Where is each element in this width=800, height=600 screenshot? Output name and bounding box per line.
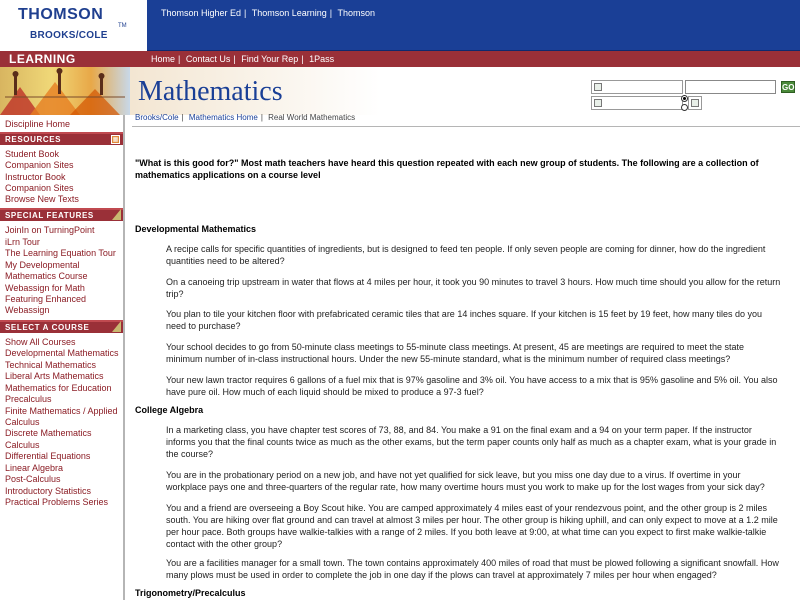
logo-thomson-text: THOMSON	[18, 6, 104, 23]
sidebar-course-item[interactable]: Introductory Statistics	[5, 486, 92, 496]
sidebar-student-book[interactable]: Student Book	[5, 149, 60, 159]
link-home[interactable]: Home	[151, 54, 176, 64]
go-button[interactable]: GO	[782, 83, 795, 92]
sidebar-course-item[interactable]: Precalculus	[5, 394, 52, 404]
problem-text: On a canoeing trip upstream in water that flows at 4 miles per hour, it took you 90 minutes to travel 3 hours. How much time should you allow for the return trip?	[166, 277, 781, 299]
banner-title-area	[130, 67, 585, 115]
sidebar-course-item[interactable]: Calculus	[5, 417, 40, 427]
banner-figures-illustration	[0, 67, 130, 115]
utility-links: Home | Contact Us | Find Your Rep | 1Pass	[151, 54, 335, 64]
sidebar-course-item[interactable]: Linear Algebra	[5, 463, 64, 473]
sidebar-instructor-book[interactable]: Instructor Book	[5, 172, 66, 182]
problem-text: You are in the probationary period on a new job, and have not yet qualified for sick leave, but you miss one day due to a virus. If overtime in your workplace pays one and three-quarters of the regular rate, how many overtime hours must you work to make up for the lost wages from your sick day?	[166, 470, 765, 492]
search-area	[585, 67, 800, 115]
learning-label: LEARNING	[9, 52, 76, 66]
section-title: Developmental Mathematics	[135, 224, 257, 234]
link-1pass[interactable]: 1Pass	[309, 54, 335, 64]
search-scope-radio-1[interactable]	[681, 95, 688, 102]
sidebar-discipline-home[interactable]: Discipline Home	[5, 119, 71, 129]
problem-text: Your school decides to go from 50-minute class meetings to 55-minute class meetings. At present, 45 are meetings are required to meet the state minimum number of in-class instructional hours. Under the new 55-minute standard, what is the minimum number of required class meetings?	[166, 342, 744, 364]
sidebar-header-select-course: SELECT A COURSE	[0, 320, 123, 333]
section-title: Trigonometry/Precalculus	[135, 588, 246, 598]
sidebar-header-special-features: SPECIAL FEATURES	[0, 208, 123, 221]
logo-tm: TM	[118, 23, 127, 29]
sidebar-webassign-for-math[interactable]: Webassign for Math	[5, 283, 85, 293]
breadcrumb-brooks-cole[interactable]: Brooks/Cole	[135, 113, 179, 122]
resources-expand-icon[interactable]: ▦	[112, 137, 119, 143]
link-find-your-rep[interactable]: Find Your Rep	[241, 54, 299, 64]
sidebar-course-item[interactable]: Finite Mathematics / Applied	[5, 406, 118, 416]
thomson-logo[interactable]	[0, 0, 147, 51]
intro-text: "What is this good for?" Most math teachers have heard this question repeated with each new group of students. The following are a collection of mathematics applications on a course level	[135, 158, 759, 180]
logo-brooks-cole: BROOKS/COLE	[30, 30, 108, 41]
sidebar-course-item[interactable]: Show All Courses	[5, 337, 76, 347]
learning-bar	[0, 51, 800, 67]
sidebar-course-item[interactable]: Mathematics for Education	[5, 383, 112, 393]
top-links: Thomson Higher Ed | Thomson Learning | Thomson	[161, 8, 375, 18]
link-thomson[interactable]: Thomson	[337, 8, 375, 18]
problem-text: You plan to tile your kitchen floor with prefabricated ceramic tiles that are 14 inches square. If your kitchen is 15 feet by 19 feet, how many tiles do you need to purchase?	[166, 309, 762, 331]
page-title: Mathematics	[138, 76, 283, 107]
link-contact-us[interactable]: Contact Us	[185, 54, 231, 64]
search-input[interactable]	[685, 80, 776, 94]
sidebar-course-item[interactable]: Differential Equations	[5, 451, 91, 461]
banner-artwork	[0, 67, 130, 115]
sidebar-course-item[interactable]: Developmental Mathematics	[5, 348, 119, 358]
search-label-image-icon	[591, 80, 683, 94]
breadcrumb-current: Real World Mathematics	[268, 113, 356, 122]
sidebar-featuring-enhanced[interactable]: Featuring Enhanced	[5, 294, 87, 304]
problem-text: You and a friend are overseeing a Boy Scout hike. You are camped approximately 4 miles east of your rendezvous point, and the other group is 2 miles south. You are hiking over flat ground and can travel at almost 3 miles per hour. The other group is hiking uphill, and can only expect to move at a 1.2 mile per hour pace. Both groups have walkie-talkies with a range of 2 miles. If you both leave at 9:00, at what time can you expect to first make walkie-talkie contact with the other group?	[166, 503, 778, 549]
sidebar-ilrn-tour[interactable]: iLrn Tour	[5, 237, 40, 247]
problem-text: In a marketing class, you have chapter test scores of 73, 88, and 84. You make a 91 on the final exam and a 94 on your term paper. If the instructor informs you that the final counts twice as much as the other exams, but the term paper counts only half as much as a chapter exam, what is your grade in the course?	[166, 425, 777, 459]
special-features-corner-icon	[112, 209, 121, 220]
link-thomson-higher-ed[interactable]: Thomson Higher Ed	[161, 8, 242, 18]
sidebar-course-item[interactable]: Technical Mathematics	[5, 360, 97, 370]
select-course-corner-icon	[112, 321, 121, 332]
sidebar-header-resources: RESOURCES ▦	[0, 132, 123, 145]
sidebar-webassign[interactable]: Webassign	[5, 305, 50, 315]
top-bar	[0, 0, 800, 51]
sidebar-course-item[interactable]: Practical Problems Series	[5, 497, 109, 507]
breadcrumb-mathematics-home[interactable]: Mathematics Home	[188, 113, 258, 122]
breadcrumb: Brooks/Cole | Mathematics Home | Real World Mathematics	[135, 113, 356, 122]
link-thomson-learning[interactable]: Thomson Learning	[251, 8, 327, 18]
sidebar-student-companion-sites[interactable]: Companion Sites	[5, 160, 74, 170]
sidebar-my-developmental[interactable]: My Developmental	[5, 260, 80, 270]
search-scope-radio-2[interactable]	[681, 104, 688, 111]
problem-text: You are a facilities manager for a small town. The town contains approximately 400 miles of road that must be plowed following a significant snowfall. How many plows must be used in order to complete the job in one day if the plows can travel at approximately 7 miles per hour when engaged?	[166, 558, 779, 580]
sidebar	[0, 115, 125, 600]
sidebar-mathematics-course[interactable]: Mathematics Course	[5, 271, 88, 281]
breadcrumb-divider	[132, 126, 800, 127]
sidebar-course-item[interactable]: Calculus	[5, 440, 40, 450]
sidebar-course-item[interactable]: Liberal Arts Mathematics	[5, 371, 104, 381]
search-scope-image-icon	[591, 96, 683, 110]
section-title: College Algebra	[135, 405, 204, 415]
sidebar-learning-equation-tour[interactable]: The Learning Equation Tour	[5, 248, 116, 258]
sidebar-course-item[interactable]: Post-Calculus	[5, 474, 61, 484]
sidebar-course-item[interactable]: Discrete Mathematics	[5, 428, 92, 438]
problem-text: A recipe calls for specific quantities of ingredients, but is designed to feed ten people. If only seven people are coming for dinner, how do the ingredient quantities need to be altered?	[166, 244, 766, 266]
sidebar-instructor-companion-sites[interactable]: Companion Sites	[5, 183, 74, 193]
sidebar-browse-new-texts[interactable]: Browse New Texts	[5, 194, 79, 204]
search-scope-2-image-icon	[688, 96, 702, 110]
problem-text: Your new lawn tractor requires 6 gallons of a fuel mix that is 97% gasoline and 3% oil. You have access to a mix that is 95% gasoline and 5% oil. You also have pure oil. How much of each liquid should be mixed to produce a 97-3 fuel?	[166, 375, 778, 397]
sidebar-joinin-turningpoint[interactable]: JoinIn on TurningPoint	[5, 225, 95, 235]
